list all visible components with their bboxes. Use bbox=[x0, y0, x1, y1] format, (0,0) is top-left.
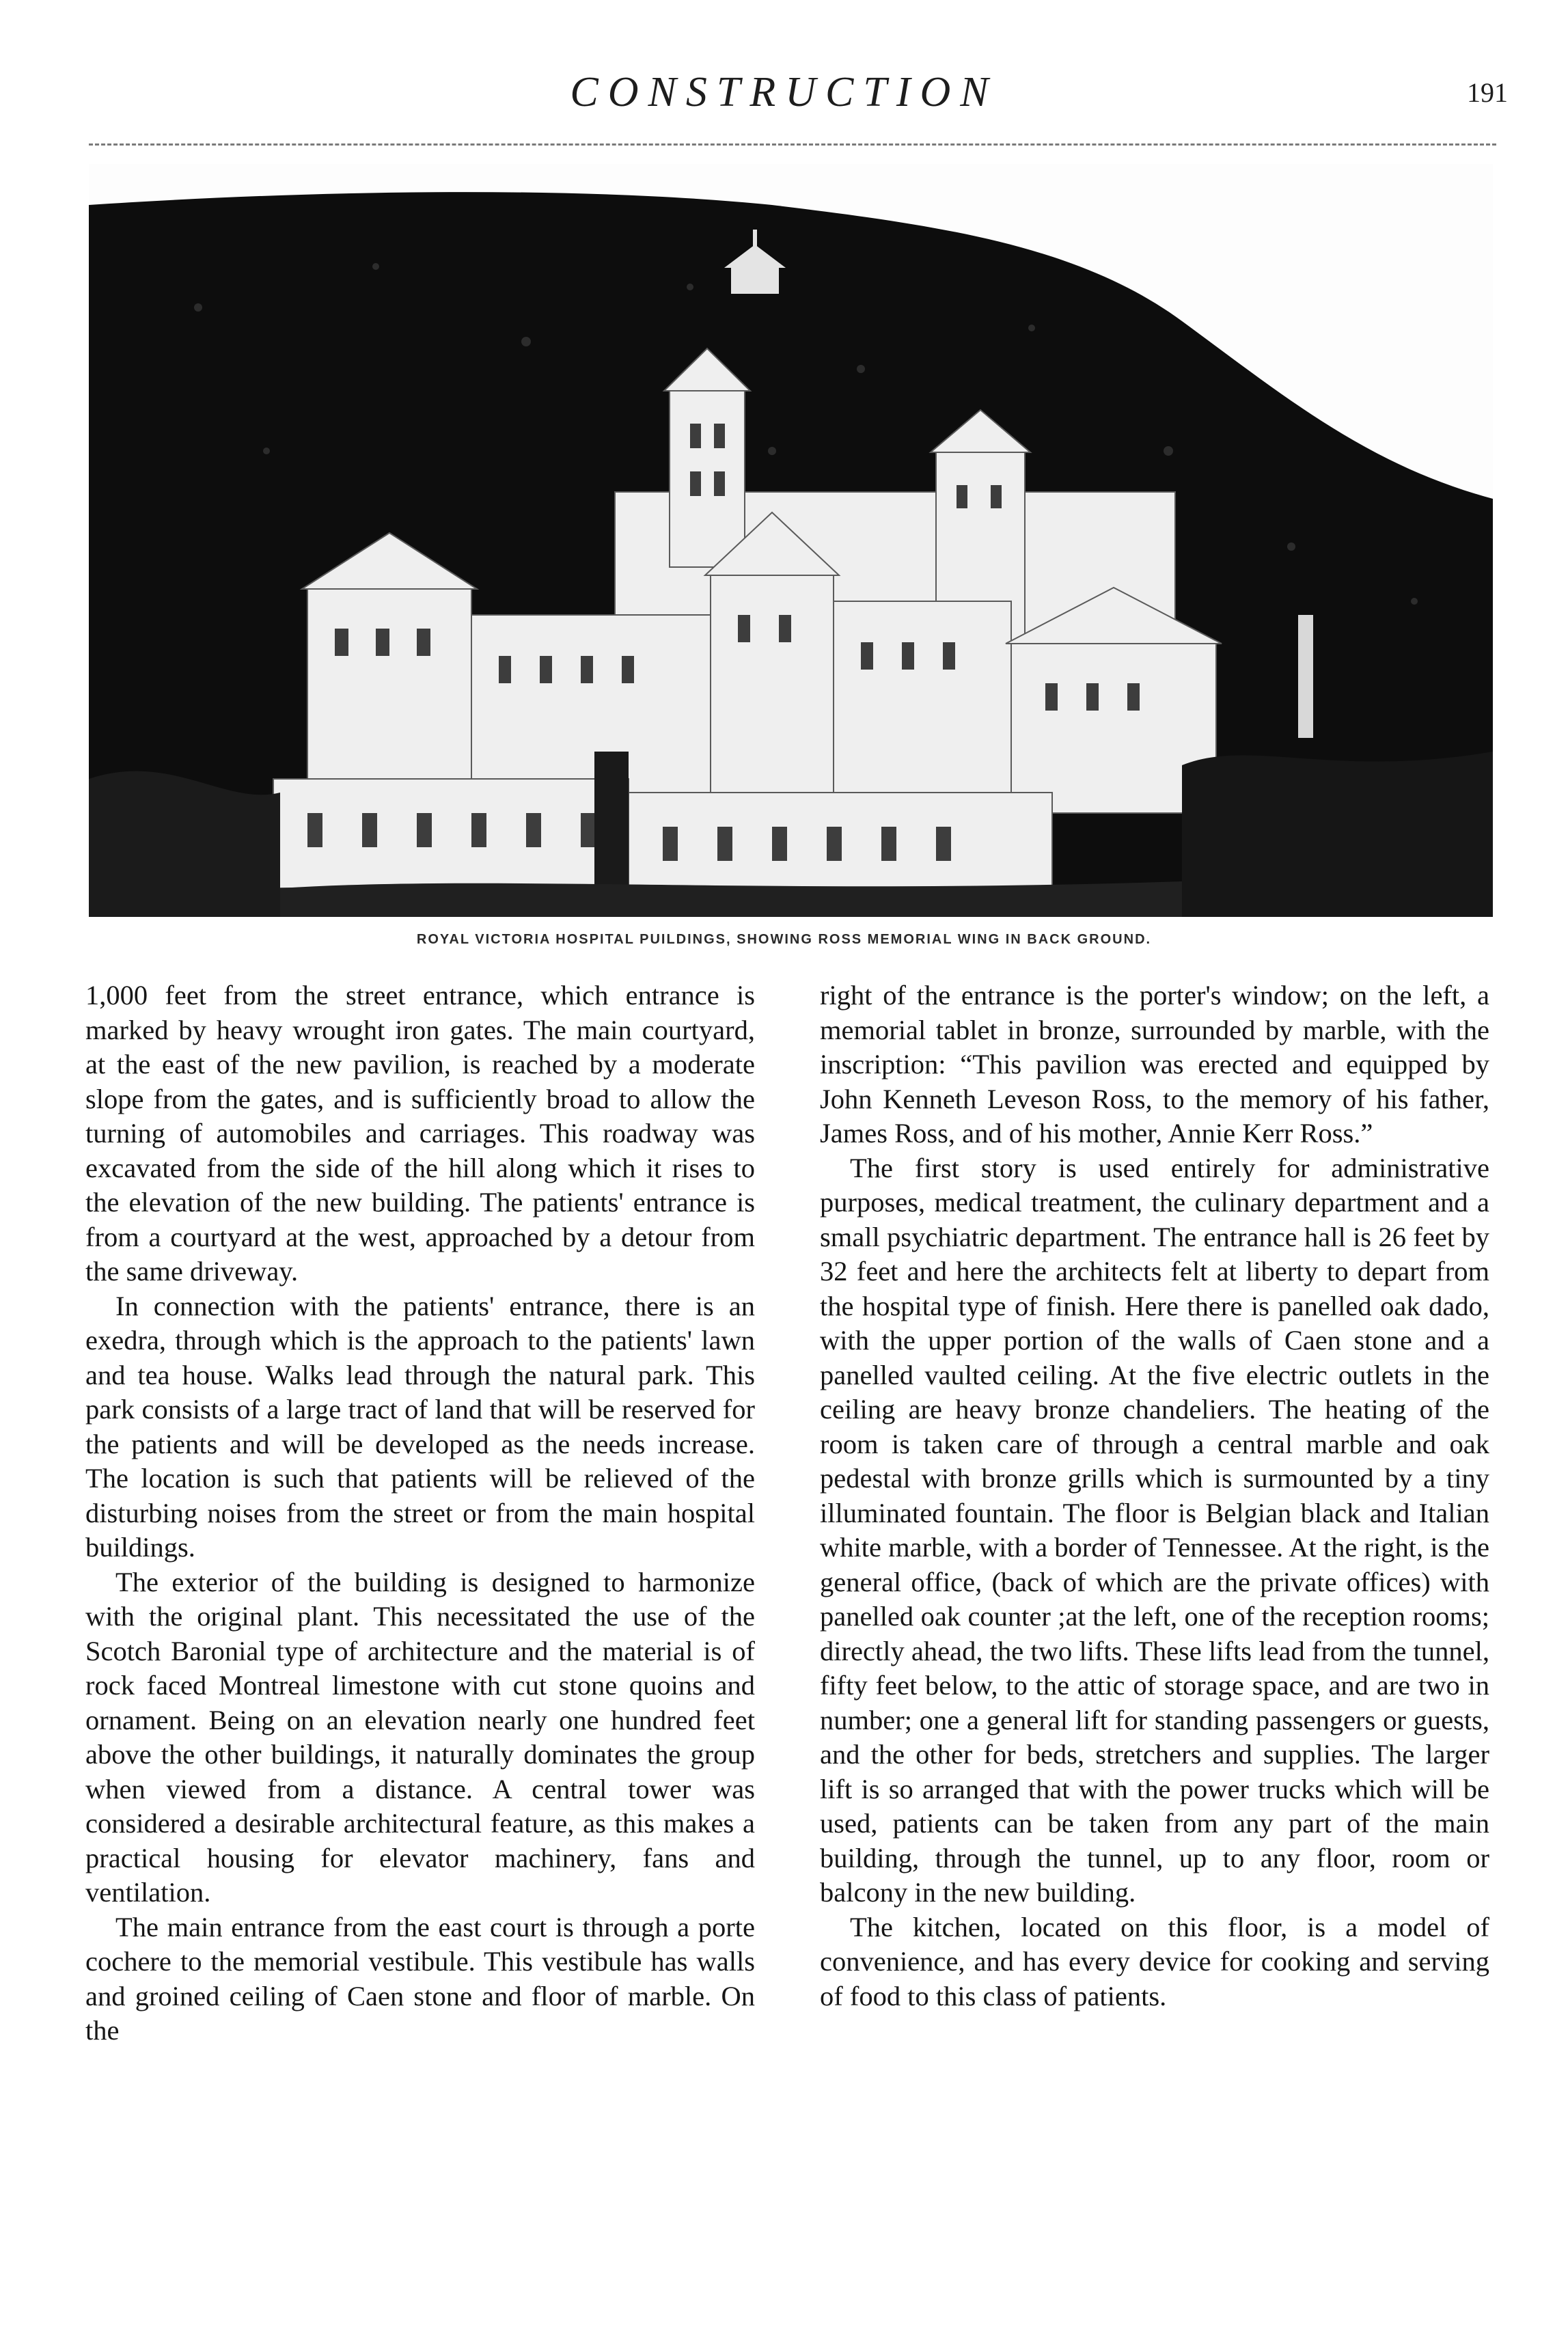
figure-caption: ROYAL VICTORIA HOSPITAL PUILDINGS, SHOWING ROSS MEMORIAL WING IN BACK GROUND. bbox=[416, 932, 1152, 947]
paragraph: The exterior of the building is designed to harmonize with the original plant. This necessitated the use of the Scotch Baronial type of architecture and the material is of rock faced Montreal limestone with cut stone quoins and ornament. Being on an elevation nearly one hundred feet above the other buildings, it naturally dominates the group when viewed from a distance. A central tower was considered a desirable architectural feature, as this makes a practical housing for elevator machinery, fans and ventilation. bbox=[85, 1566, 755, 1908]
journal-title: CONSTRUCTION bbox=[570, 69, 998, 115]
running-head bbox=[0, 68, 1568, 123]
paragraph: 1,000 feet from the street entrance, which entrance is marked by heavy wrought iron gates. The main courtyard, at the east of the new pavilion, is reached by a moderate slope from the gates, and is sufficiently broad to allow the turning of automobiles and carriages. This roadway was excavated from the side of the hill along which it rises to the elevation of the new building. The patients' entrance is from a courtyard at the west, approached by a detour from the same driveway. bbox=[85, 980, 755, 1287]
paragraph: right of the entrance is the porter's window; on the left, a memorial tablet in bronze, surrounded by marble, with the inscription: “This pavilion was erected and equipped by John Kenneth Leveson Ross, to the memory of his father, James Ross, and of his mother, Annie Kerr Ross.” bbox=[820, 980, 1489, 1149]
hospital-photograph bbox=[89, 164, 1493, 917]
right-column bbox=[820, 978, 1489, 2014]
hospital-photograph-drawing bbox=[89, 164, 1493, 917]
left-column bbox=[85, 978, 755, 2048]
paragraph: In connection with the patients' entrance, there is an exedra, through which is the approach to the patients' lawn and tea house. Walks lead through the natural park. This park consists of a large tract of land that will be reserved for the patients and will be developed as the needs increase. The location is such that patients will be relieved of the disturbing noises from the street or from the main hospital buildings. bbox=[85, 1290, 755, 1563]
header-rule bbox=[89, 143, 1496, 146]
paragraph: The main entrance from the east court is through a porte cochere to the memorial vestibule. This vestibule has walls and groined ceiling of Caen stone and floor of marble. On the bbox=[85, 1911, 755, 2046]
page-number: 191 bbox=[1467, 77, 1508, 108]
paragraph: The kitchen, located on this floor, is a model of convenience, and has every device for cooking and serving of food to this class of patients. bbox=[820, 1911, 1489, 2011]
paragraph: The first story is used entirely for administrative purposes, medical treatment, the culinary department and a small psychiatric department. The entrance hall is 26 feet by 32 feet and here the architects felt at liberty to depart from the hospital type of finish. Here there is panelled oak dado, with the upper portion of the walls of Caen stone and a panelled vaulted ceiling. At the five electric outlets in the ceiling are heavy bronze chandeliers. The heating of the room is taken care of through a central marble and oak pedestal with bronze grills which is surmounted by a tiny illuminated fountain. The floor is Belgian black and Italian white marble, with a border of Tennessee. At the right, is the general office, (back of which are the private offices) with panelled oak counter ;at the left, one of the reception rooms; directly ahead, the two lifts. These lifts lead from the tunnel, fifty feet below, to the attic of storage space, and are two in number; one a general lift for standing passengers or guests, and the other for beds, stretchers and supplies. The larger lift is so arranged that with the power trucks which will be used, patients can be taken from any part of the main building, through the tunnel, up to any floor, room or balcony in the new building. bbox=[820, 1152, 1489, 1908]
